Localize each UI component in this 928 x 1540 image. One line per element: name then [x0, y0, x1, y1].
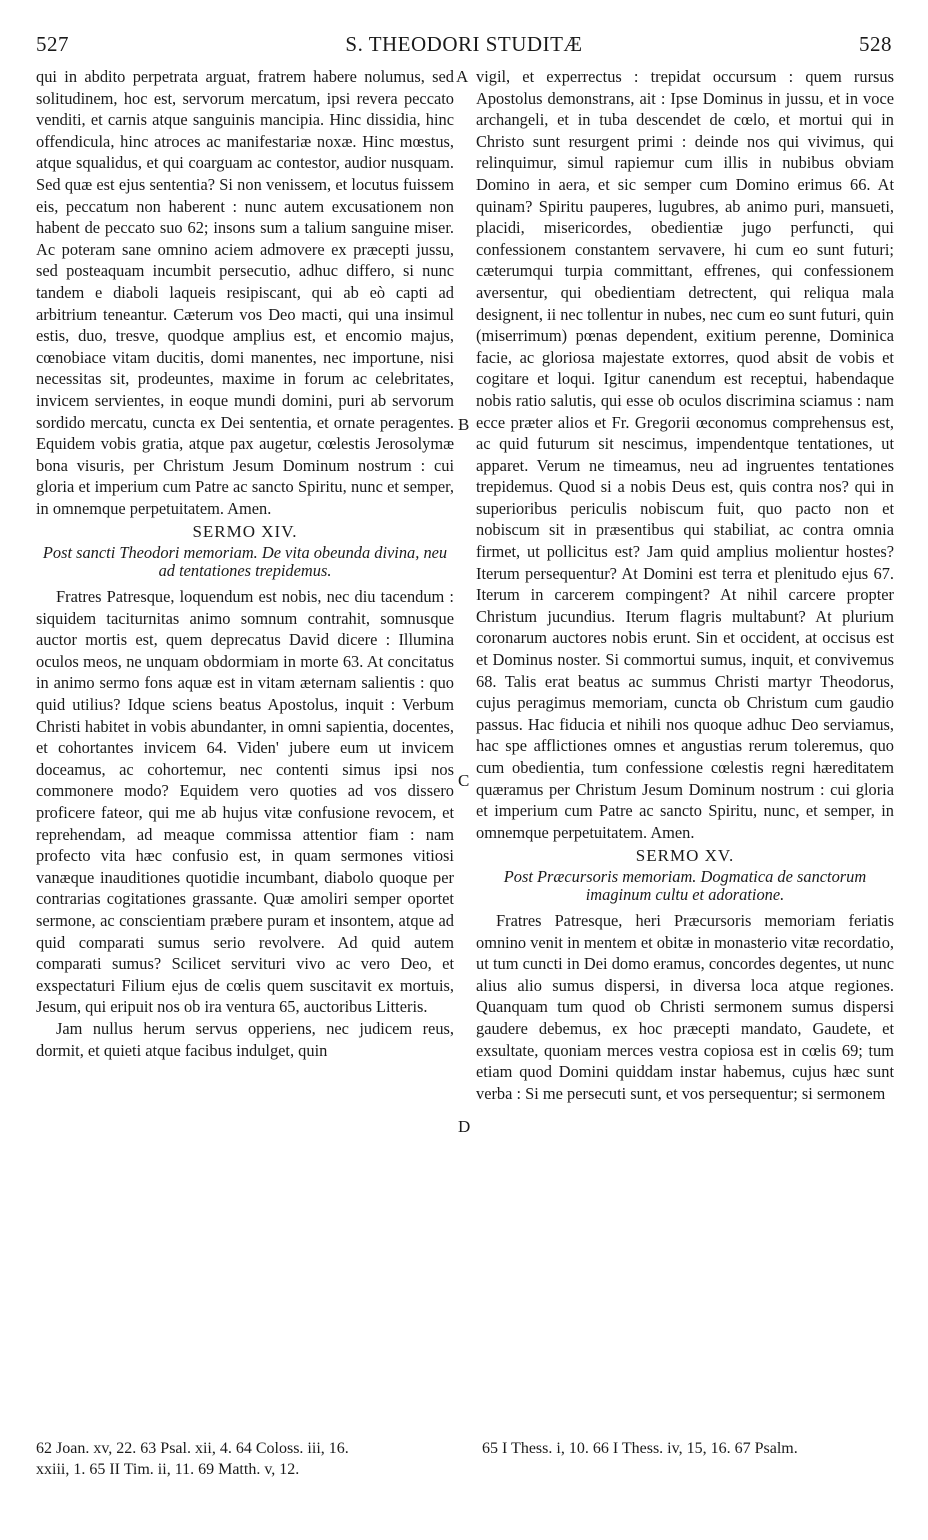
- right-column: [476, 66, 894, 1104]
- margin-marker-b: B: [458, 415, 470, 434]
- paragraph: Fratres Patresque, heri Præcursoris memoriam feriatis omnino venit in mentem et obitæ in monasterio vitæ recordatio, ut tum cuncti in Dei domo eramus, concordes degentes, ut nunc alius alio sumus dispersi, in diversa loca atque regiones. Quanquam tum quod ob Christi sermonem sumus dispersi gaudere debemus, ex hoc præcepti mandato, Gaudete, et exsultate, quoniam merces vestra copiosa est in cœlis 69; tum etiam quod Domini quiddam instar habemus, cujus hæc sunt verba : Si me persecuti sunt, et vos persequentur; si sermonem: [476, 910, 894, 1103]
- page-header: [36, 34, 892, 60]
- paragraph: vigil, et experrectus : trepidat occursum : quem rursus Apostolus demonstrans, ait : Ipse Dominus in jussu, et in voce archangeli, et in tuba descendet de cœlo, et mortui qui in Christo sunt resurgent primi : deinde nos qui vivimus, qui relinquimur, simul rapiemur cum illis in nubibus obviam Domino in aera, et sic semper cum Domino erimus 66. At quinam? Spiritu pauperes, lugubres, ab animo puri, mansueti, placidi, misericordes, obedientiæ jugo perfuncti, qui confessionem constantem servavere, hi cum eo sunt futuri; cæterumqui turpia committant, effrenes, qui confessionem aversentur, qui obedientiam detrectent, qui reliqua mala designent, ii nec tollentur in nubes, nec cum eo sunt futuri, quin (miserrimum) pœnas dependent, exitium perenne, Dominica facie, ac gloriosa majestate extorres, quod absit de vobis et cogitare et loqui. Igitur canendum est receptui, habendaque nobis ratio salutis, qui esse ob oculos discrimina sciamus : nam ecce præter alios et Fr. Gregorii œconomus comprehensus est, ac quid futurum sit nescimus, impendentque tentationes, ut apparet. Verum ne timeamus, neu ad ingruentes tentationes trepidemus. Quod si a nobis Deus est, quis contra nos? qui in superioribus periculis nobiscum fuit, quo pacto non et nobiscum sit in præsentibus qui stabiliat, ac contra omnia firmet, ut pollicitus est? Jam quid amplius molientur hostes? Iterum persequentur? At Domini est terra et plenitudo ejus 67. Iterum in carcerem compingent? At nihil carcere propter Christum jucundius. Iterum flagris multabunt? At plurium coronarum auctores nobis erunt. Sin et occident, at occisus est et Dominus noster. Si commortui sumus, inquit, et convivemus 68. Talis erat beatus ac summus Christi martyr Theodorus, cujus peragimus memoriam, cuncta ob Christum cum gaudio passus. Hac fiducia et nihili nos quoque adhuc Deo serviamus, hac spe afflictiones omnes et angustias rerum toleremus, quo cum obedientia, tum confessione cœlestis regni hæreditatem quæramus per Christum Jesum Dominum nostrum : cui gloria et imperium cum Patre ac sancto Spiritu, nunc, et semper, in omnemque perpetuitatem. Amen.: [476, 67, 894, 842]
- paragraph: Jam nullus herum servus opperiens, nec judicem reus, dormit, et quieti atque facibus indulget, quin: [36, 1018, 454, 1060]
- sermo-heading: SERMO XV.: [635, 846, 735, 866]
- margin-marker-d: D: [458, 1117, 471, 1136]
- sermo-subtitle: Post Præcursoris memoriam. Dogmatica de sanctorum imaginum cultu et adoratione.: [503, 866, 867, 904]
- running-title: S. THEODORI STUDITÆ: [345, 32, 583, 56]
- footnote-line: 65 I Thess. i, 10. 66 I Thess. iv, 15, 16. 67 Psalm.: [482, 1440, 798, 1457]
- footnote-line: xxiii, 1. 65 II Tim. ii, 11. 69 Matth. v, 12.: [36, 1461, 300, 1478]
- left-column: [36, 66, 454, 1061]
- footnotes-right: [482, 1438, 902, 1459]
- margin-marker-c: C: [458, 771, 470, 790]
- margin-marker-a: A: [456, 67, 469, 86]
- paragraph: qui in abdito perpetrata arguat, fratrem habere nolumus, sed solitudinem, hoc est, servorum mercatum, ipsi revera peccato venditi, et carnis atque sanguinis mancipia. Hinc dissidia, hinc offendicula, hinc atroces ac manifestariæ noxæ. Hinc mœstus, atque squalidus, et qui coarguam ac contestor, audior nusquam. Sed quæ est ejus sententia? Si non venissem, et locutus fuissem eis, peccatum non haberent : nunc autem excusationem non habent de peccato suo 62; insons sum a talium sanguine miser. Ac poteram sane omnino aciem admovere ex præcepti jussu, sed posteaquam incumbit persecutio, adhuc differo, si nunc tandem e diaboli laqueis resipiscant, qui ab eò capti ad arbitrium teneantur. Cæterum vos Deo macti, qui una insimul estis, duo, tresve, quodque amplius est, et encomio majus, cœnobiace vitam ducitis, domi manentes, nec importune, nisi necessitas sit, prodeuntes, maxime in forum ac celebritates, invicem servientes, in eoque mundi domini, puri ab servorum sordido mercatu, cuncta ex Dei sententia, et ornate peragentes. Equidem vobis gratia, atque pax augetur, cœlestis Jerosolymæ bona visuris, per Christum Jesum Dominum nostrum : cui gloria et imperium cum Patre ac sancto Spiritu, nunc et semper, in omnemque perpetuitatem. Amen.: [36, 67, 454, 518]
- page-number-left: 527: [36, 32, 69, 56]
- sermo-subtitle: Post sancti Theodori memoriam. De vita obeunda divina, neu ad tentationes trepidemus.: [42, 543, 448, 581]
- footnote-line: 62 Joan. xv, 22. 63 Psal. xii, 4. 64 Coloss. iii, 16.: [36, 1440, 349, 1457]
- page-number-right: 528: [859, 32, 892, 56]
- paragraph: Fratres Patresque, loquendum est nobis, nec diu tacendum : siquidem taciturnitas animo somnum contrahit, somnusque auctor mortis est, quem deprecatus David dicere : Illumina oculos meos, ne unquam obdormiam in morte 63. At concitatus in animo sermo fons aquæ est in vitam æternam salientis : quo quid utilius? Idque sciens beatus Apostolus, inquit : Verbum Christi habitet in vobis abundanter, in omni sapientia, docentes, et cohortantes invicem 64. Viden' jubere eum ut invicem doceamus, ac cohortemur, nec contenti simus ipsi nos commonere modo? Equidem vero quoties ad vos dissero proficere fateor, qui me ab hujus vitæ confusione revocem, et reprehendam, ad meaque commissa attentior fiam : nam profecto vita hæc confusio est, in quam sermones vitiosi vanæque inauditiones quotidie incumbant, diabolo quoque per contrarias cogitationes grassante. Quæ amoliri semper oportet sermone, ac conscientiam præbere puram et insontem, atque ad quid comparati sumus serio revolvere. Ad quid autem comparati sumus? Scilicet servituri vivo ac vero Deo, et exspectaturi Filium ejus de cœlis quem suscitavit ex mortuis, Jesum, qui eripuit nos ob ira ventura 65, auctoribus Litteris.: [36, 587, 454, 1017]
- footnotes-left: [36, 1438, 466, 1480]
- sermo-heading: SERMO XIV.: [192, 522, 298, 542]
